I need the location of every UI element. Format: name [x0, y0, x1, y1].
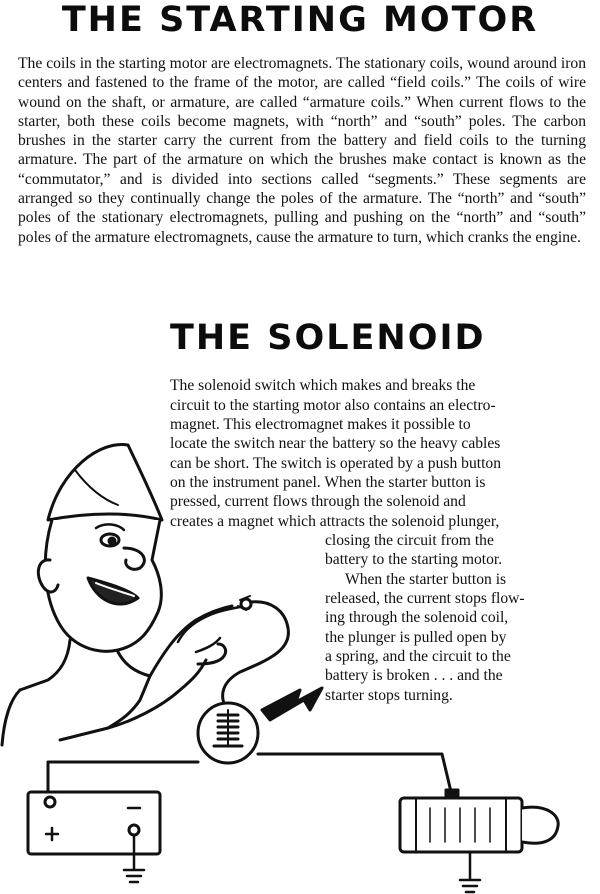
solenoid-text-line: ing through the solenoid coil, [325, 609, 509, 626]
solenoid-text-line: can be short. The switch is operated by a push button [170, 455, 502, 472]
solenoid-text-line: battery is broken . . . and the [325, 667, 503, 684]
pointer-arrow-drawing [262, 688, 322, 720]
solenoid-text-line: creates a magnet which attracts the solenoid plunger, [170, 513, 500, 530]
solenoid-text-line: starter stops turning. [325, 687, 453, 704]
solenoid-text-line: circuit to the starting motor also contains an electro- [170, 397, 496, 414]
starter-motor-drawing [400, 798, 522, 852]
solenoid-text-line: locate the switch near the battery so the heavy cables [170, 435, 501, 452]
solenoid-text-line: on the instrument panel. When the starter button is [170, 474, 486, 491]
solenoid-text-line: The solenoid switch which makes and breaks the [170, 377, 476, 394]
solenoid-text-line: magnet. This electromagnet makes it possible to [170, 416, 471, 433]
battery-cable [48, 762, 198, 790]
solenoid-text-line: closing the circuit from the [325, 532, 494, 549]
cap-drawing [48, 444, 162, 520]
solenoid-text-line: pressed, current flows through the solenoid and [170, 493, 466, 510]
solenoid-text-line: battery to the starting motor. [325, 551, 503, 568]
starting-motor-heading: THE STARTING MOTOR [61, 0, 539, 40]
starter-cable [258, 754, 452, 796]
solenoid-text-line: released, the current stops flow- [325, 590, 525, 607]
starting-motor-paragraph: The coils in the starting motor are electromagnets. The stationary coils, wound around iron centers and fastened to the frame of the motor, are called “field coils.” The coils of wire wound on the shaft, or armature, are called “armature coils.” When current flows to the starter, both these coils become magnets, with “north” and “south” poles. The carbon brushes in the starter carry the current from the battery and field coils to the turning armature. The part of the armature on which the brushes make contact is known as the “commutator,” and is divided into sections called “segments.” These segments are arranged so they continually change the poles of the armature. The “north” and “south” poles of the stationary electromagnets, pulling and pushing on the “north” and “south” poles of the armature electromagnets, cause the armature to turn, which cranks the engine. [18, 55, 586, 246]
solenoid-text-line: When the starter button is [345, 571, 507, 588]
solenoid-heading: THE SOLENOID [170, 318, 486, 358]
solenoid-text-line: the plunger is pulled open by [325, 629, 507, 646]
solenoid-text-line: a spring, and the circuit to the [325, 648, 511, 665]
arm-drawing [150, 606, 232, 676]
button-wire [223, 602, 289, 706]
